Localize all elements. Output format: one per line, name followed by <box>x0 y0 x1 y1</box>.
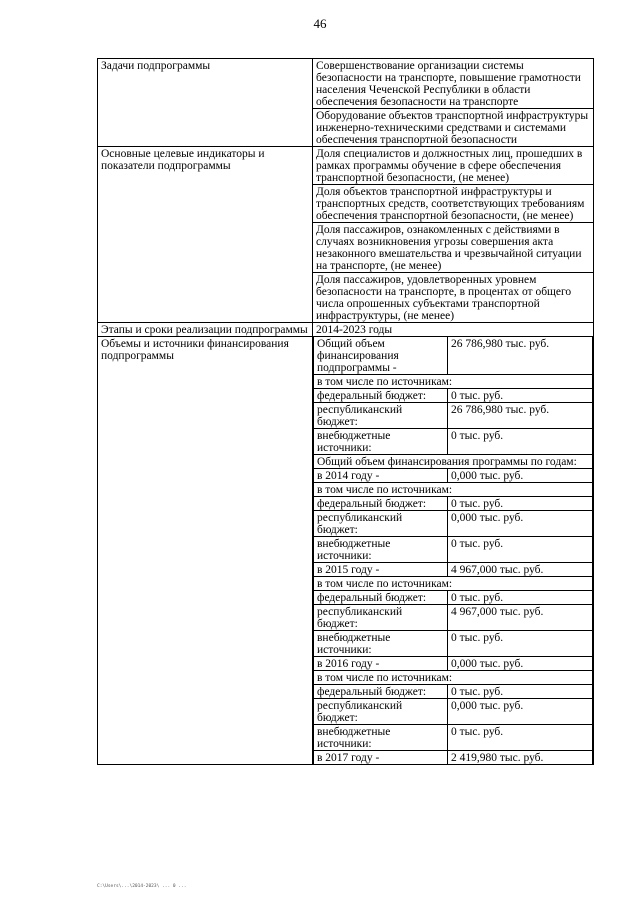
funding-line <box>314 469 593 483</box>
funding-item-value: 0,000 тыс. руб. <box>448 511 593 537</box>
row-label: Основные целевые индикаторы и показатели подпрограммы <box>98 147 313 323</box>
funding-line <box>314 375 593 389</box>
funding-cell <box>313 337 594 765</box>
funding-item-value: 0 тыс. руб. <box>448 591 593 605</box>
funding-item-value: 2 419,980 тыс. руб. <box>448 751 593 765</box>
funding-item-label: внебюджетные источники: <box>314 725 448 751</box>
funding-line <box>314 403 593 429</box>
funding-item-value: 0 тыс. руб. <box>448 429 593 455</box>
funding-line <box>314 751 593 765</box>
row-value: Доля специалистов и должностных лиц, прошедших в рамках программы обучение в сфере обеспечения транспортной безопасности, (не менее) <box>313 147 594 185</box>
funding-line <box>314 563 593 577</box>
funding-item-value: 0 тыс. руб. <box>448 389 593 403</box>
funding-item-value: 0 тыс. руб. <box>448 685 593 699</box>
row-value: Совершенствование организации системы безопасности на транспорте, повышение грамотности населения Чеченской Республики в области обеспечения безопасности на транспорте <box>313 59 594 109</box>
funding-line <box>314 577 593 591</box>
funding-line <box>314 631 593 657</box>
program-table <box>97 58 594 765</box>
row-label: Этапы и сроки реализации подпрограммы <box>98 323 313 337</box>
funding-line <box>314 671 593 685</box>
funding-item-value: 0,000 тыс. руб. <box>448 657 593 671</box>
funding-item-label: внебюджетные источники: <box>314 429 448 455</box>
funding-line <box>314 725 593 751</box>
funding-line <box>314 455 593 469</box>
funding-item-value: 0,000 тыс. руб. <box>448 699 593 725</box>
table-row <box>98 59 594 109</box>
page-number: 46 <box>313 16 327 31</box>
row-value: Доля пассажиров, ознакомленных с действиями в случаях возникновения угрозы совершения акта незаконного вмешательства и чрезвычайной ситуации на транспорте, (не менее) <box>313 223 594 273</box>
funding-item-value: 0 тыс. руб. <box>448 631 593 657</box>
funding-item-label: в 2016 году - <box>314 657 448 671</box>
row-value: Доля пассажиров, удовлетворенных уровнем безопасности на транспорте, в процентах от общего числа опрошенных субъектами транспортной инфраструктуры, (не менее) <box>313 273 594 323</box>
funding-line <box>314 337 593 375</box>
funding-note: в том числе по источникам: <box>314 375 593 389</box>
funding-item-value: 0 тыс. руб. <box>448 537 593 563</box>
funding-item-label: федеральный бюджет: <box>314 497 448 511</box>
funding-item-label: Общий объем финансирования подпрограммы - <box>314 337 448 375</box>
footer-code: C:\Users\...\2014-2023\ ... 0 ... <box>97 884 187 889</box>
funding-note: в том числе по источникам: <box>314 577 593 591</box>
funding-line <box>314 537 593 563</box>
funding-item-label: внебюджетные источники: <box>314 537 448 563</box>
funding-item-label: в 2015 году - <box>314 563 448 577</box>
funding-line <box>314 483 593 497</box>
funding-item-label: внебюджетные источники: <box>314 631 448 657</box>
funding-row <box>98 337 594 765</box>
funding-item-value: 4 967,000 тыс. руб. <box>448 563 593 577</box>
funding-item-value: 26 786,980 тыс. руб. <box>448 337 593 375</box>
row-value: 2014-2023 годы <box>313 323 594 337</box>
funding-line <box>314 511 593 537</box>
funding-item-label: федеральный бюджет: <box>314 685 448 699</box>
funding-line <box>314 429 593 455</box>
table-row <box>98 323 594 337</box>
funding-note: Общий объем финансирования программы по годам: <box>314 455 593 469</box>
funding-item-label: республиканский бюджет: <box>314 511 448 537</box>
table-row <box>98 147 594 185</box>
row-label: Задачи подпрограммы <box>98 59 313 147</box>
funding-line <box>314 685 593 699</box>
funding-table <box>313 336 593 765</box>
funding-note: в том числе по источникам: <box>314 483 593 497</box>
funding-item-label: республиканский бюджет: <box>314 699 448 725</box>
funding-line <box>314 591 593 605</box>
funding-line <box>314 699 593 725</box>
funding-label: Объемы и источники финансирования подпрограммы <box>98 337 313 765</box>
funding-item-label: республиканский бюджет: <box>314 403 448 429</box>
funding-item-value: 4 967,000 тыс. руб. <box>448 605 593 631</box>
row-value: Доля объектов транспортной инфраструктуры и транспортных средств, соответствующих требованиям обеспечения транспортной безопасности, (не менее) <box>313 185 594 223</box>
funding-line <box>314 657 593 671</box>
funding-line <box>314 605 593 631</box>
funding-item-label: в 2017 году - <box>314 751 448 765</box>
funding-item-value: 0 тыс. руб. <box>448 497 593 511</box>
funding-line <box>314 389 593 403</box>
funding-item-value: 26 786,980 тыс. руб. <box>448 403 593 429</box>
funding-item-label: республиканский бюджет: <box>314 605 448 631</box>
funding-note: в том числе по источникам: <box>314 671 593 685</box>
funding-item-label: федеральный бюджет: <box>314 389 448 403</box>
row-value: Оборудование объектов транспортной инфраструктуры инженерно-техническими средствами и системами обеспечения транспортной безопасности <box>313 109 594 147</box>
funding-line <box>314 497 593 511</box>
funding-item-label: в 2014 году - <box>314 469 448 483</box>
funding-item-label: федеральный бюджет: <box>314 591 448 605</box>
funding-item-value: 0 тыс. руб. <box>448 725 593 751</box>
funding-item-value: 0,000 тыс. руб. <box>448 469 593 483</box>
